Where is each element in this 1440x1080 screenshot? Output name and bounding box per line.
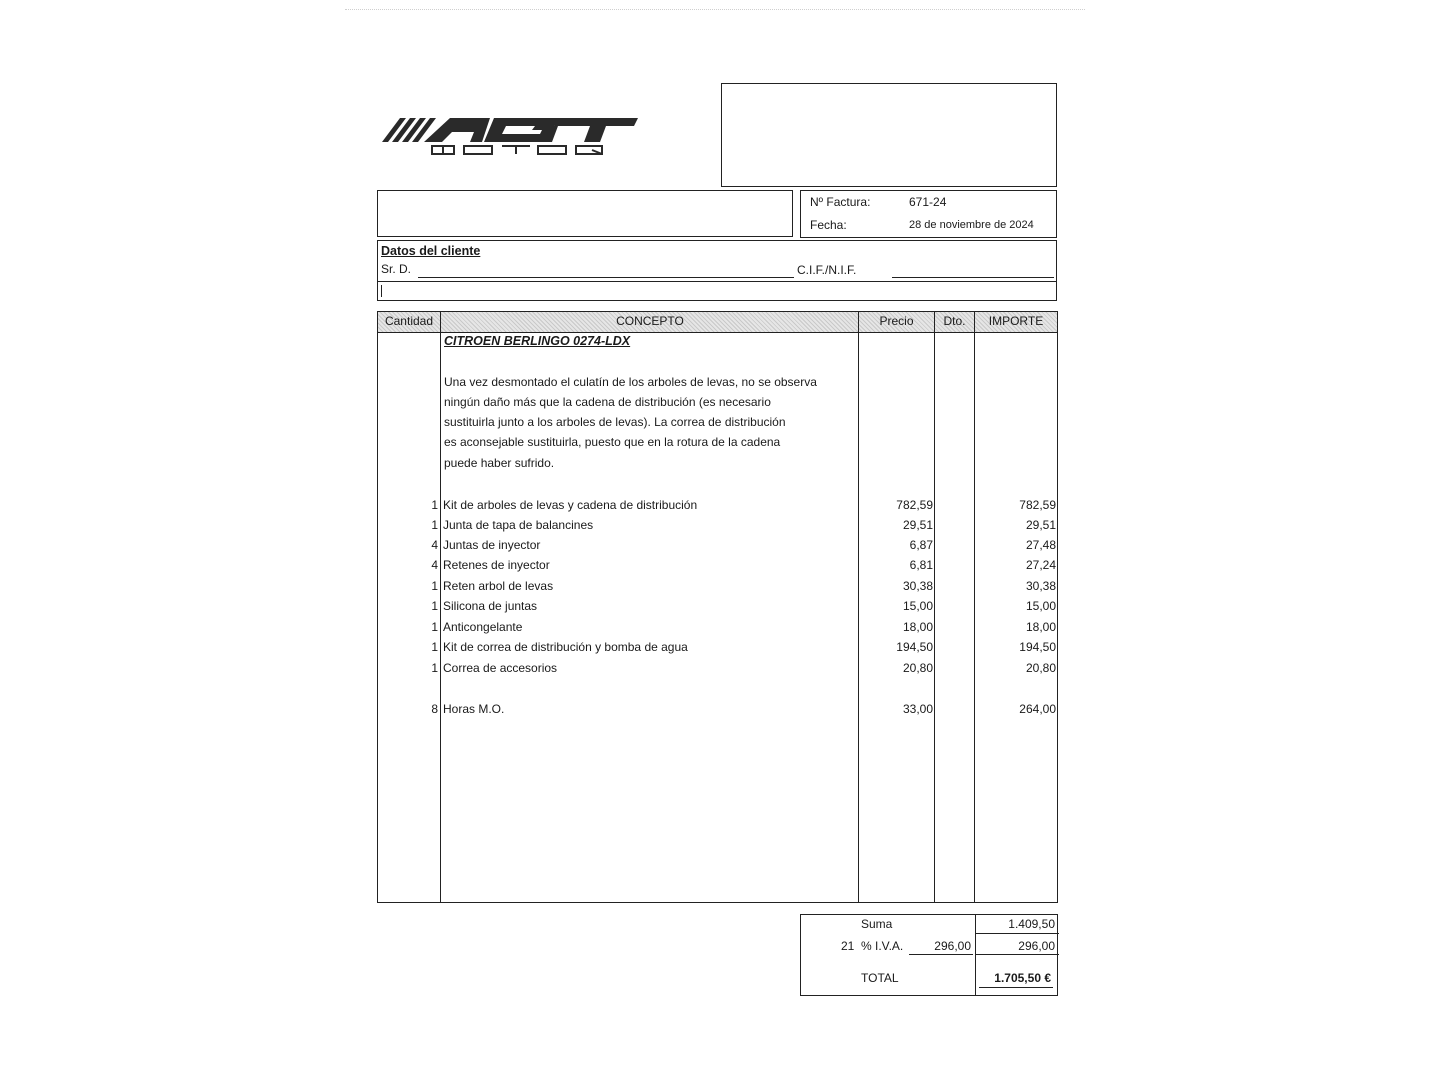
client-tax-label: C.I.F./N.I.F. <box>797 263 857 277</box>
invoice-info-box <box>800 190 1057 238</box>
row-qty: 1 <box>431 620 438 634</box>
client-tax-line <box>892 277 1054 278</box>
client-title: Datos del cliente <box>381 244 481 258</box>
description-line: Una vez desmontado el culatín de los arboles de levas, no se observa <box>444 375 817 389</box>
row-qty: 1 <box>431 498 438 512</box>
row-qty: 1 <box>431 579 438 593</box>
row-concept: Reten arbol de levas <box>443 579 554 593</box>
row-price: 30,38 <box>902 579 933 593</box>
row-concept: Junta de tapa de balancines <box>443 518 594 532</box>
vat-rate: 21 <box>841 939 855 953</box>
row-price: 20,80 <box>902 661 933 675</box>
row-concept: Anticongelante <box>443 620 523 634</box>
header-concept: CONCEPTO <box>616 314 684 328</box>
description-line: es aconsejable sustituirla, puesto que en la rotura de la cadena <box>444 435 781 449</box>
row-concept: Horas M.O. <box>443 702 505 716</box>
totals-box <box>800 914 1058 996</box>
sum-label: Suma <box>861 917 893 931</box>
row-concept: Juntas de inyector <box>443 538 541 552</box>
header-qty: Cantidad <box>384 314 434 328</box>
invoice-date-label: Fecha: <box>810 218 847 232</box>
row-price: 782,59 <box>896 498 933 512</box>
invoice-date: 28 de noviembre de 2024 <box>909 219 1034 231</box>
column-divider <box>440 312 441 902</box>
sum-rule <box>975 933 1059 934</box>
company-info-box <box>721 83 1057 187</box>
row-concept: Kit de arboles de levas y cadena de distribución <box>443 498 698 512</box>
row-qty: 4 <box>431 558 438 572</box>
row-price: 33,00 <box>902 702 933 716</box>
row-price: 15,00 <box>902 599 933 613</box>
items-table <box>377 311 1058 903</box>
row-amount: 27,24 <box>1025 558 1056 572</box>
row-qty: 1 <box>431 661 438 675</box>
client-divider <box>378 281 1056 282</box>
description-line: puede haber sufrido. <box>444 456 555 470</box>
client-address-mark <box>381 285 382 297</box>
row-price: 6,81 <box>909 558 933 572</box>
row-amount: 782,59 <box>1019 498 1056 512</box>
row-concept: Kit de correa de distribución y bomba de agua <box>443 640 688 654</box>
column-divider <box>974 312 975 902</box>
client-name-line <box>418 277 794 278</box>
total-rule <box>979 987 1053 988</box>
row-concept: Retenes de inyector <box>443 558 550 572</box>
vat-label: % I.V.A. <box>861 939 904 953</box>
row-qty: 8 <box>431 702 438 716</box>
vat-base-value: 296,00 <box>934 939 971 953</box>
header-amount: IMPORTE <box>988 314 1044 328</box>
row-amount: 264,00 <box>1019 702 1056 716</box>
vat-value: 296,00 <box>1018 939 1055 953</box>
client-data-box <box>377 240 1057 301</box>
table-header <box>378 312 1057 333</box>
total-label: TOTAL <box>861 971 899 985</box>
client-name-label: Sr. D. <box>381 262 412 276</box>
vat-rule <box>975 954 1059 955</box>
column-divider <box>934 312 935 902</box>
row-amount: 194,50 <box>1019 640 1056 654</box>
row-qty: 1 <box>431 518 438 532</box>
header-discount: Dto. <box>943 314 966 328</box>
totals-divider <box>975 915 976 995</box>
invoice-number-label: Nº Factura: <box>810 195 871 209</box>
vat-base-rule <box>909 954 973 955</box>
row-concept: Silicona de juntas <box>443 599 538 613</box>
page-top-rule <box>345 9 1085 10</box>
row-amount: 20,80 <box>1025 661 1056 675</box>
company-logo <box>378 112 643 162</box>
description-line: sustituirla junto a los arboles de levas). La correa de distribución <box>444 415 786 429</box>
row-price: 194,50 <box>896 640 933 654</box>
row-concept: Correa de accesorios <box>443 661 558 675</box>
row-price: 29,51 <box>902 518 933 532</box>
row-amount: 30,38 <box>1025 579 1056 593</box>
row-price: 6,87 <box>909 538 933 552</box>
row-amount: 15,00 <box>1025 599 1056 613</box>
row-amount: 27,48 <box>1025 538 1056 552</box>
row-amount: 29,51 <box>1025 518 1056 532</box>
row-price: 18,00 <box>902 620 933 634</box>
header-blank-box <box>377 190 793 237</box>
sum-value: 1.409,50 <box>1008 917 1055 931</box>
row-amount: 18,00 <box>1025 620 1056 634</box>
row-qty: 4 <box>431 538 438 552</box>
header-price: Precio <box>879 314 914 328</box>
vehicle-title: CITROEN BERLINGO 0274-LDX <box>444 334 631 348</box>
total-value: 1.705,50 € <box>994 971 1051 985</box>
row-qty: 1 <box>431 640 438 654</box>
row-qty: 1 <box>431 599 438 613</box>
invoice-number: 671-24 <box>909 195 947 209</box>
description-line: ningún daño más que la cadena de distribución (es necesario <box>444 395 771 409</box>
